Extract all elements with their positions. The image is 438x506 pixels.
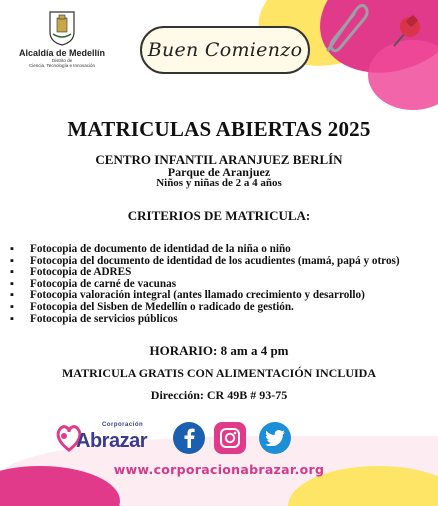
requirement-text: Fotocopia del documento de identidad de los acudientes (mamá, papá y otros) <box>30 254 400 267</box>
alcaldia-sub-2: Ciencia, Tecnología e Innovación <box>29 63 95 68</box>
org-name: Abrazar <box>76 430 147 452</box>
requirement-text: Fotocopia de servicios públicos <box>30 312 178 325</box>
push-pin-icon <box>386 10 426 57</box>
requirements-list <box>10 244 438 325</box>
requirement-text: Fotocopia de ADRES <box>30 266 132 279</box>
twitter-icon[interactable] <box>259 422 291 454</box>
bullet-icon: ▪ <box>10 289 14 302</box>
bullet-icon: ▪ <box>10 243 14 255</box>
list-item <box>10 314 438 326</box>
instagram-icon[interactable] <box>214 422 246 454</box>
medellin-crest-icon <box>49 10 75 46</box>
park-name: Parque de Aranjuez <box>167 165 271 179</box>
criteria-heading: CRITERIOS DE MATRICULA: <box>127 208 311 223</box>
buen-comienzo-logo <box>140 26 310 74</box>
free-enrollment-note: MATRICULA GRATIS CON ALIMENTACIÓN INCLUIDA <box>61 366 377 380</box>
age-range: Niños y niñas de 2 a 4 años <box>156 177 282 189</box>
alcaldia-name: Alcaldía de Medellín <box>18 48 106 58</box>
address: Dirección: CR 49B # 93-75 <box>150 388 288 402</box>
program-name: Buen Comienzo <box>147 39 303 61</box>
alcaldia-logo <box>2 10 122 68</box>
abrazar-logo <box>54 420 164 456</box>
bullet-icon: ▪ <box>10 300 14 313</box>
requirement-text: Fotocopia de carné de vacunas <box>30 277 177 290</box>
facebook-icon[interactable] <box>173 422 205 454</box>
alcaldia-sub-1: Distrito de <box>51 58 73 63</box>
requirement-text: Fotocopia de documento de identidad de la niña o niño <box>30 243 291 255</box>
page-title: MATRICULAS ABIERTAS 2025 <box>67 117 371 141</box>
requirement-text: Fotocopia del Sisben de Medellín o radicado de gestión. <box>30 300 294 313</box>
requirement-text: Fotocopia valoración integral (antes llamado crecimiento y desarrollo) <box>30 289 365 302</box>
paper-clip-icon <box>320 2 370 59</box>
bullet-icon: ▪ <box>10 266 14 279</box>
center-name: CENTRO INFANTIL ARANJUEZ BERLÍN <box>95 152 343 167</box>
org-corp-label: Corporación <box>102 422 144 428</box>
schedule: HORARIO: 8 am a 4 pm <box>149 343 289 358</box>
bullet-icon: ▪ <box>10 312 14 325</box>
bullet-icon: ▪ <box>10 254 14 267</box>
bullet-icon: ▪ <box>10 277 14 290</box>
website-link[interactable]: www.corporacionabrazar.org <box>113 462 325 477</box>
